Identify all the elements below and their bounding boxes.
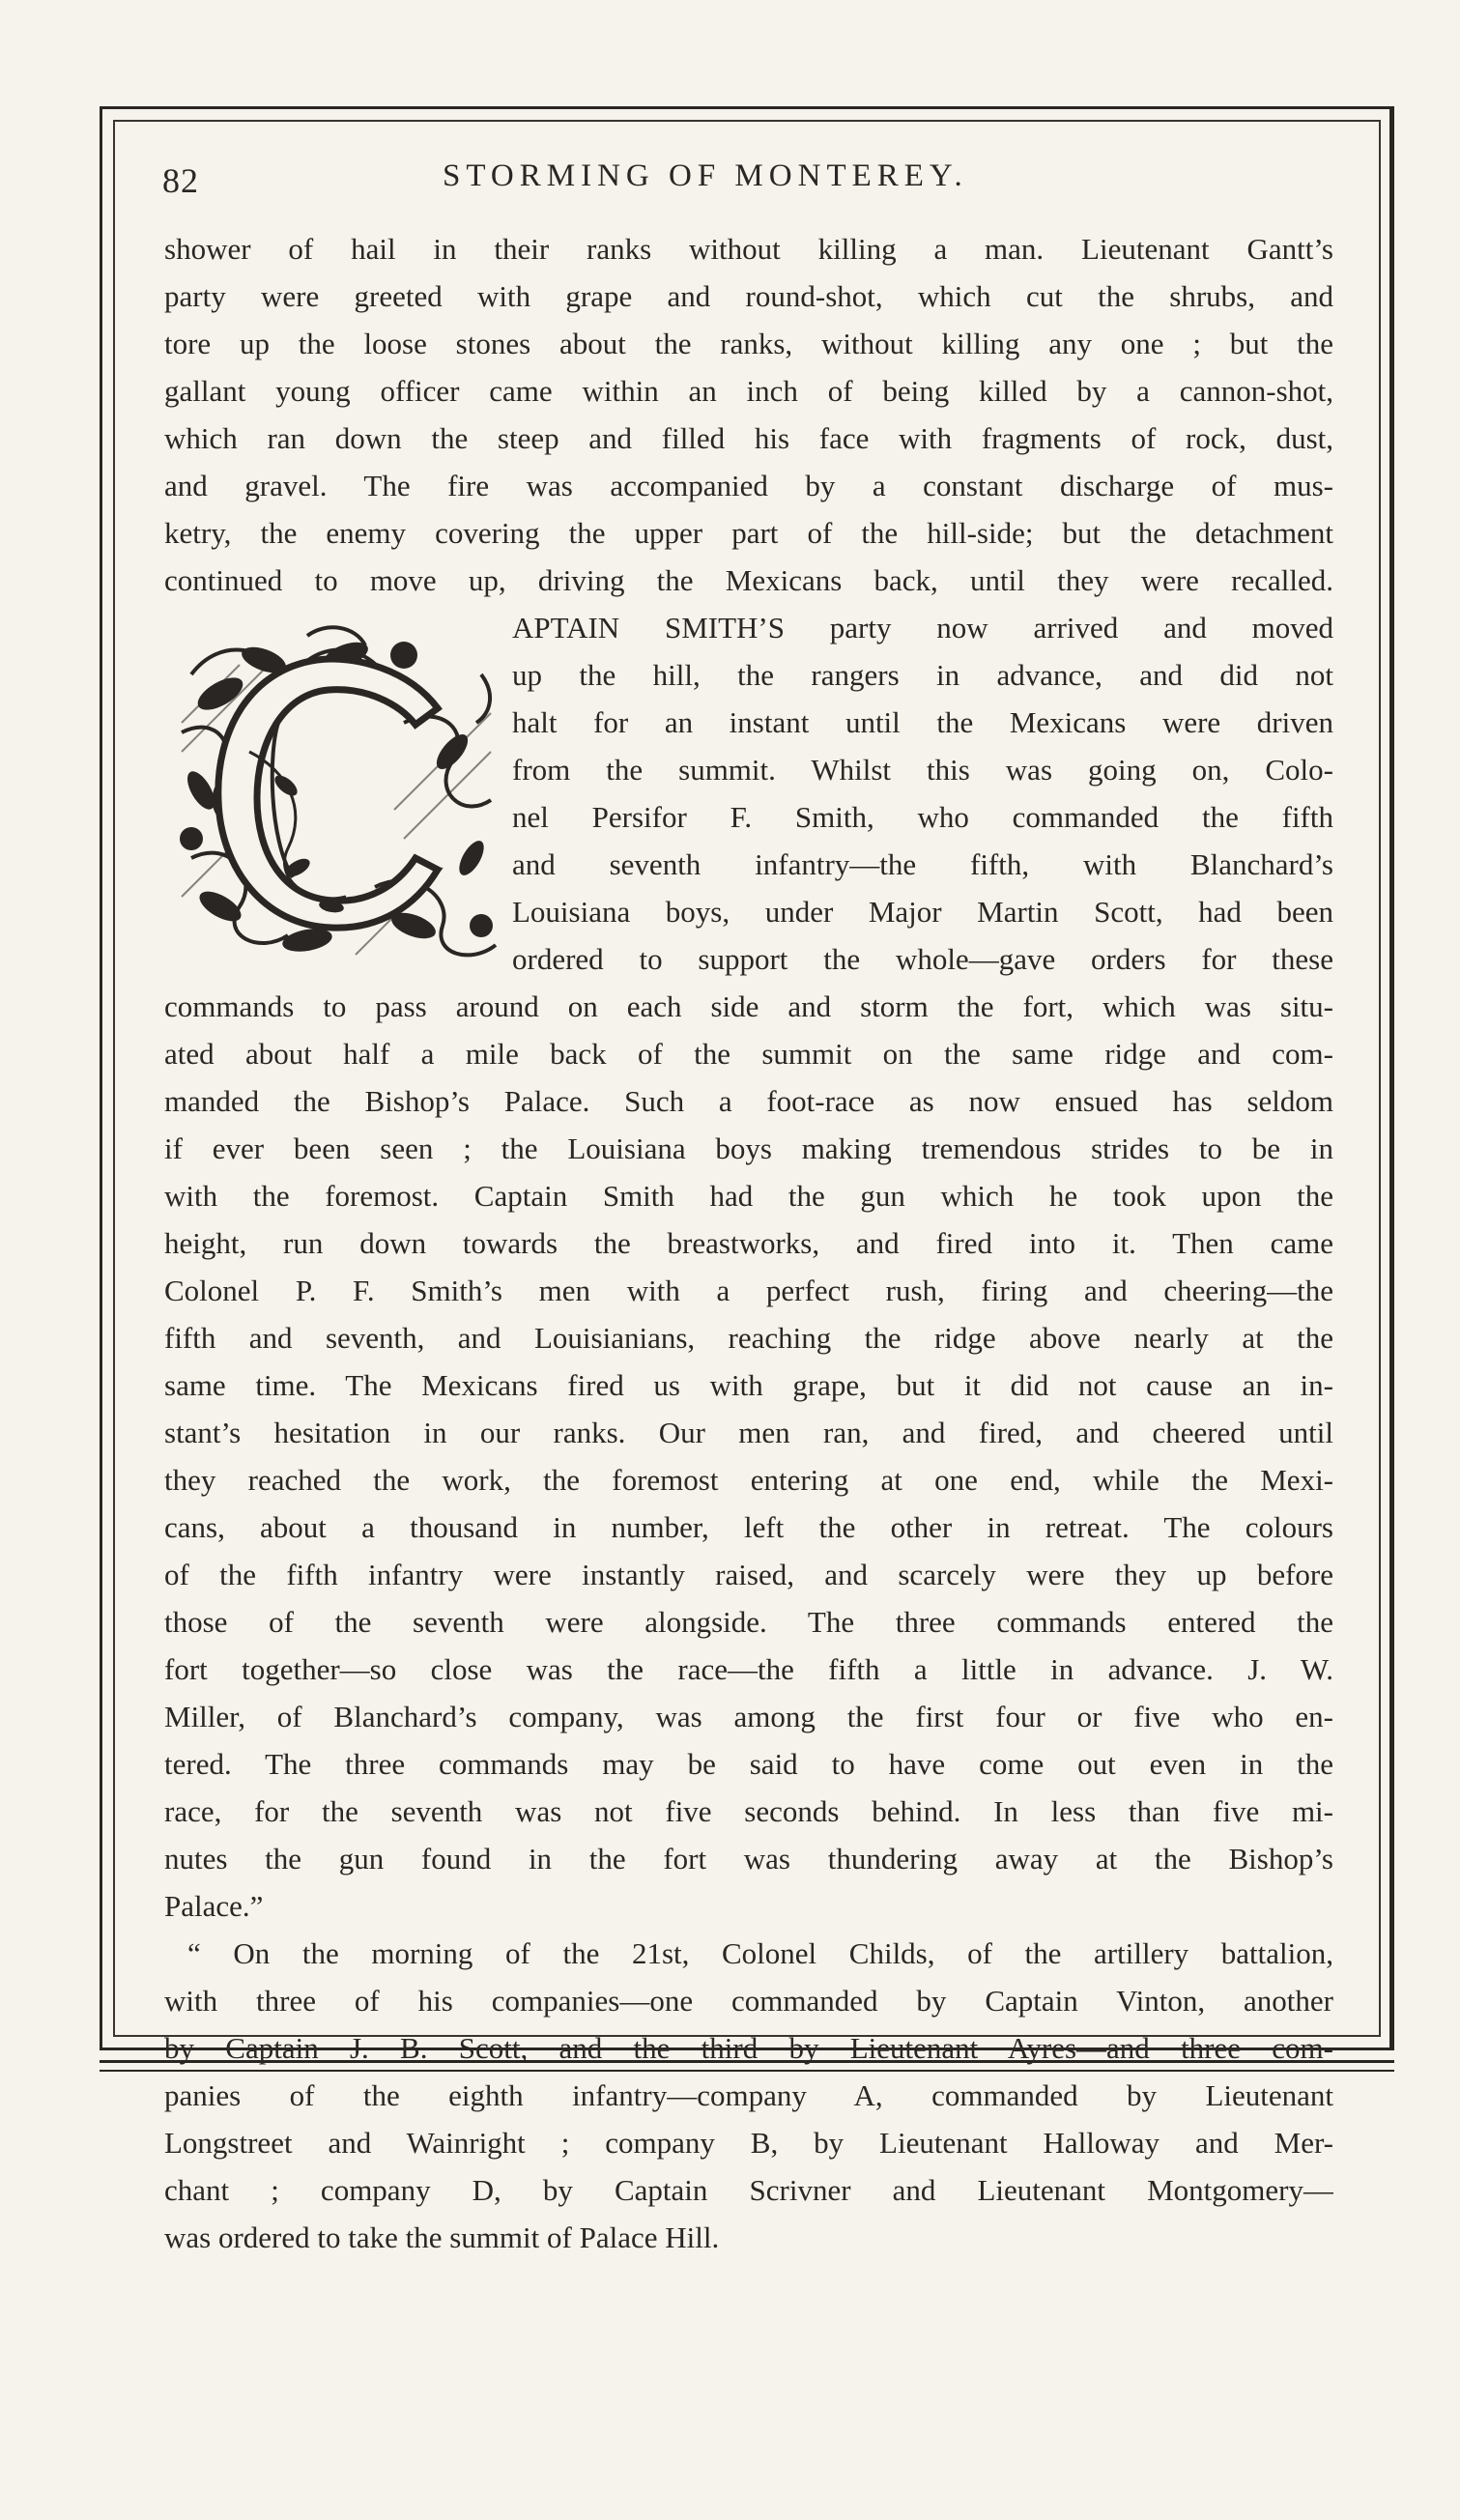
text-line: panies of the eighth infantry—company A, commanded by Lieutenant — [164, 2078, 1333, 2112]
text-line: gallant young officer came within an inch of being killed by a cannon-shot, — [164, 374, 1333, 408]
text-line: same time. The Mexicans fired us with grape, but it did not cause an in- — [164, 1368, 1333, 1402]
text-line: and seventh infantry—the fifth, with Blanchard’s — [512, 847, 1333, 881]
text-line: Longstreet and Wainright ; company B, by Lieutenant Halloway and Mer- — [164, 2126, 1333, 2160]
text-line: halt for an instant until the Mexicans were driven — [512, 705, 1333, 739]
text-line: fort together—so close was the race—the fifth a little in advance. J. W. — [164, 1652, 1333, 1686]
text-line: APTAIN SMITH’S party now arrived and moved — [512, 611, 1333, 644]
text-line: continued to move up, driving the Mexicans back, until they were recalled. — [164, 563, 1333, 597]
text-line: shower of hail in their ranks without killing a man. Lieutenant Gantt’s — [164, 232, 1333, 266]
page-number: 82 — [162, 161, 199, 200]
text-line: manded the Bishop’s Palace. Such a foot-race as now ensued has seldom — [164, 1084, 1333, 1118]
text-line: cans, about a thousand in number, left the other in retreat. The colours — [164, 1510, 1333, 1544]
text-line: chant ; company D, by Captain Scrivner and Lieutenant Montgomery— — [164, 2173, 1333, 2207]
body-text — [164, 225, 1333, 2261]
text-line: Louisiana boys, under Major Martin Scott, had been — [512, 895, 1333, 929]
text-line: by Captain J. B. Scott, and the third by Lieutenant Ayres—and three com- — [164, 2031, 1333, 2065]
text-line: was ordered to take the summit of Palace Hill. — [164, 2220, 720, 2254]
text-line: if ever been seen ; the Louisiana boys making tremendous strides to be in — [164, 1131, 1333, 1165]
text-line: they reached the work, the foremost entering at one end, while the Mexi- — [164, 1463, 1333, 1497]
text-line: “ On the morning of the 21st, Colonel Childs, of the artillery battalion, — [187, 1936, 1333, 1970]
text-line: party were greeted with grape and round-shot, which cut the shrubs, and — [164, 279, 1333, 313]
text-line: nutes the gun found in the fort was thundering away at the Bishop’s — [164, 1842, 1333, 1876]
running-head: STORMING OF MONTEREY. — [443, 158, 968, 193]
text-line: ordered to support the whole—gave orders for these — [512, 942, 1333, 976]
text-line: nel Persifor F. Smith, who commanded the fifth — [512, 800, 1333, 834]
text-line: Palace.” — [164, 1889, 264, 1923]
text-line: those of the seventh were alongside. The three commands entered the — [164, 1605, 1333, 1639]
text-line: height, run down towards the breastworks, and fired into it. Then came — [164, 1226, 1333, 1260]
text-line: with the foremost. Captain Smith had the gun which he took upon the — [164, 1179, 1333, 1213]
text-line: tered. The three commands may be said to have come out even in the — [164, 1747, 1333, 1781]
text-line: fifth and seventh, and Louisianians, reaching the ridge above nearly at the — [164, 1321, 1333, 1355]
text-line: up the hill, the rangers in advance, and did not — [512, 658, 1333, 692]
text-line: with three of his companies—one commanded by Captain Vinton, another — [164, 1984, 1333, 2018]
page-header — [162, 155, 1331, 213]
text-line: race, for the seventh was not five seconds behind. In less than five mi- — [164, 1794, 1333, 1828]
text-line: from the summit. Whilst this was going on, Colo- — [512, 753, 1333, 787]
text-line: stant’s hesitation in our ranks. Our men ran, and fired, and cheered until — [164, 1416, 1333, 1449]
text-line: which ran down the steep and filled his face with fragments of rock, dust, — [164, 421, 1333, 455]
text-line: tore up the loose stones about the ranks, without killing any one ; but the — [164, 327, 1333, 360]
text-line: and gravel. The fire was accompanied by a constant discharge of mus- — [164, 469, 1333, 502]
text-line: commands to pass around on each side and storm the fort, which was situ- — [164, 989, 1333, 1023]
text-line: of the fifth infantry were instantly raised, and scarcely were they up before — [164, 1558, 1333, 1591]
text-line: ated about half a mile back of the summit on the same ridge and com- — [164, 1037, 1333, 1071]
text-line: Colonel P. F. Smith’s men with a perfect rush, firing and cheering—the — [164, 1274, 1333, 1307]
text-line: Miller, of Blanchard’s company, was among the first four or five who en- — [164, 1700, 1333, 1733]
text-line: ketry, the enemy covering the upper part of the hill-side; but the detachment — [164, 516, 1333, 550]
